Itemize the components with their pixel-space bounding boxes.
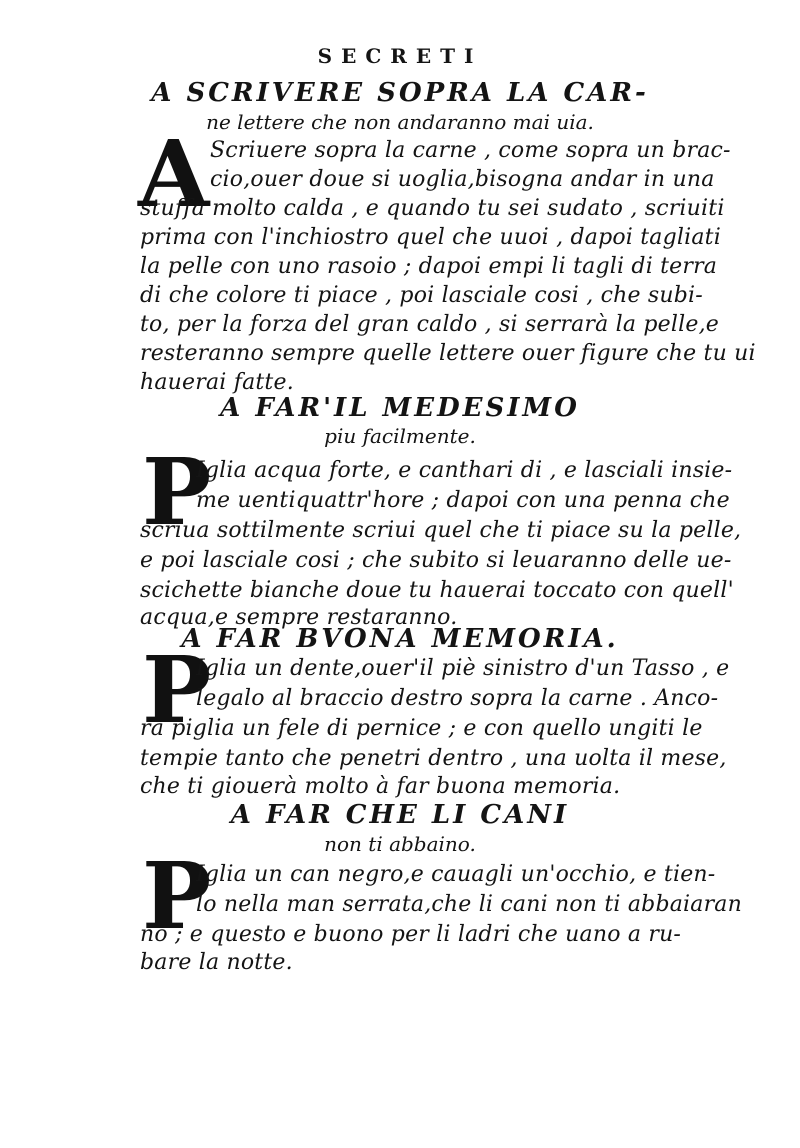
section-1-line: to, per la forza del gran caldo , si serrarà la pelle,e <box>140 312 719 337</box>
section-1-line: prima con l'inchiostro quel che uuoi , dapoi tagliati <box>140 225 721 250</box>
section-3-line: legalo al braccio destro sopra la carne . Anco- <box>196 686 719 711</box>
section-3-line: tempie tanto che penetri dentro , una uolta il mese, <box>140 746 727 771</box>
section-3-drop-cap: P <box>142 636 212 744</box>
section-4-line: Iglia un can negro,e cauagli un'occhio, e tien- <box>196 862 716 887</box>
section-4-line: lo nella man serrata,che li cani non ti abbaiaran <box>196 892 742 917</box>
section-1-line: resteranno sempre quelle lettere ouer figure che tu ui <box>140 341 756 366</box>
section-1-title: A SCRIVERE SOPRA LA CAR- <box>151 78 649 108</box>
section-1-line: di che colore ti piace , poi lasciale cosi , che subi- <box>140 283 703 308</box>
section-2-line: Iglia acqua forte, e canthari di , e lasciali insie- <box>196 458 733 483</box>
section-2-drop-cap: P <box>142 438 212 546</box>
section-2-line: scichette bianche doue tu hauerai toccato con quell' <box>140 578 734 603</box>
section-4-title: A FAR CHE LI CANI <box>230 800 570 830</box>
section-4-subtitle: non ti abbaino. <box>324 832 476 856</box>
section-2-line: e poi lasciale cosi ; che subito si leuaranno delle ue- <box>140 548 732 573</box>
section-1-line: la pelle con uno rasoio ; dapoi empi li tagli di terra <box>140 254 718 279</box>
section-3-line: Iglia un dente,ouer'il piè sinistro d'un Tasso , e <box>196 656 730 681</box>
section-2-line: me uentiquattr'hore ; dapoi con una penna che <box>196 488 730 513</box>
section-4-line: bare la notte. <box>140 950 293 975</box>
section-1-line: cio,ouer doue si uoglia,bisogna andar in una <box>210 167 715 192</box>
section-2-title: A FAR'IL MEDESIMO <box>220 393 580 423</box>
section-4-drop-cap: P <box>142 842 212 950</box>
section-1-line: stuffa molto calda , e quando tu sei sudato , scriuiti <box>140 196 725 221</box>
section-1-drop-cap: A <box>138 120 210 228</box>
section-1-line: Scriuere sopra la carne , come sopra un brac- <box>210 138 731 163</box>
section-2-line: scriua sottilmente scriui quel che ti piace su la pelle, <box>140 518 742 543</box>
section-3-line: ra piglia un fele di pernice ; e con quello ungiti le <box>140 716 703 741</box>
section-2-line: acqua,e sempre restaranno. <box>140 605 458 630</box>
running-head: SECRETI <box>317 44 483 68</box>
section-3-line: che ti giouerà molto à far buona memoria. <box>140 774 621 799</box>
section-1-subtitle: ne lettere che non andaranno mai uia. <box>206 110 594 134</box>
section-4-line: no ; e questo e buono per li ladri che uano a ru- <box>140 922 682 947</box>
section-1-line: hauerai fatte. <box>140 370 294 395</box>
section-3-title: A FAR BVONA MEMORIA. <box>181 624 619 654</box>
section-2-subtitle: piu facilmente. <box>324 424 476 448</box>
